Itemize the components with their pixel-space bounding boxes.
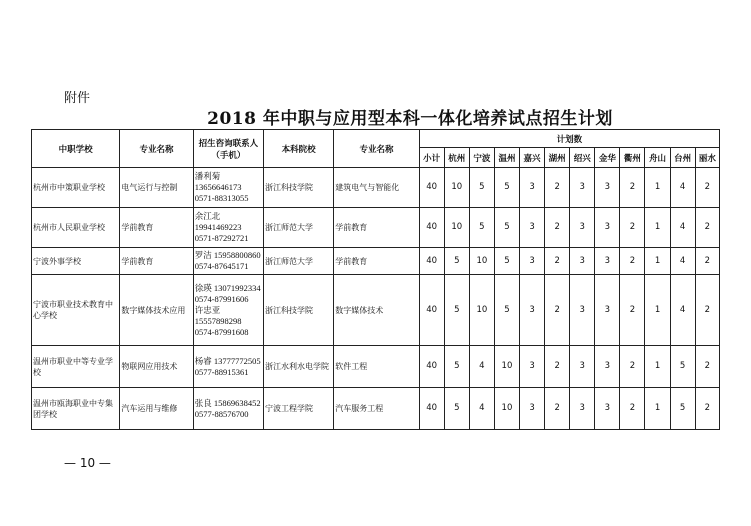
college-cell: 浙江科技学院 bbox=[263, 168, 333, 208]
plan-cell: 5 bbox=[444, 346, 469, 388]
plan-cell: 5 bbox=[469, 168, 494, 208]
school-cell: 温州市职业中等专业学校 bbox=[32, 346, 120, 388]
table-row bbox=[32, 168, 720, 208]
major-cell: 汽车运用与维修 bbox=[120, 388, 193, 430]
page-title: 2018 年中职与应用型本科一体化培养试点招生计划 bbox=[207, 109, 613, 129]
plan-cell: 5 bbox=[469, 208, 494, 248]
plan-cell: 2 bbox=[695, 275, 719, 346]
plan-cell: 4 bbox=[670, 168, 695, 208]
contact-line: 0574-87991606 bbox=[194, 293, 249, 304]
page-number: — 10 — bbox=[64, 456, 111, 470]
header-plan-column: 湖州 bbox=[545, 148, 570, 168]
college-major-cell: 学前教育 bbox=[334, 248, 419, 275]
plan-cell: 2 bbox=[695, 346, 719, 388]
major-cell: 学前教育 bbox=[120, 248, 193, 275]
table-row bbox=[32, 248, 720, 275]
plan-cell: 3 bbox=[520, 275, 545, 346]
contact-line: 0571-88313055 bbox=[194, 193, 249, 203]
plan-cell: 4 bbox=[469, 346, 494, 388]
contact-line: 0574-87645171 bbox=[194, 261, 249, 271]
plan-cell: 1 bbox=[645, 248, 670, 275]
plan-cell: 4 bbox=[670, 248, 695, 275]
school-cell: 宁波外事学校 bbox=[32, 248, 120, 275]
plan-cell: 10 bbox=[494, 388, 519, 430]
plan-cell: 10 bbox=[444, 208, 469, 248]
header-plan-column: 温州 bbox=[494, 148, 519, 168]
plan-cell: 3 bbox=[570, 388, 595, 430]
plan-cell: 2 bbox=[620, 346, 645, 388]
plan-cell: 5 bbox=[494, 275, 519, 346]
plan-cell: 3 bbox=[595, 346, 620, 388]
school-cell: 宁波市职业技术教育中心学校 bbox=[32, 275, 120, 346]
college-cell: 宁波工程学院 bbox=[263, 388, 333, 430]
table-row bbox=[32, 346, 720, 388]
contact-line: 19941469223 bbox=[194, 222, 242, 232]
school-cell: 杭州市中策职业学校 bbox=[32, 168, 120, 208]
contact-cell bbox=[193, 208, 263, 248]
header-plan-column: 小计 bbox=[419, 148, 444, 168]
plan-cell: 2 bbox=[695, 208, 719, 248]
plan-cell: 3 bbox=[520, 168, 545, 208]
plan-cell: 5 bbox=[670, 346, 695, 388]
plan-cell: 10 bbox=[469, 248, 494, 275]
plan-cell: 3 bbox=[595, 388, 620, 430]
plan-cell: 2 bbox=[695, 168, 719, 208]
contact-line: 0571-87292721 bbox=[194, 233, 249, 243]
contact-line: 张良 15869638452 bbox=[194, 397, 261, 408]
plan-cell: 4 bbox=[670, 275, 695, 346]
table-row bbox=[32, 208, 720, 248]
header-major: 专业名称 bbox=[120, 130, 193, 168]
plan-cell: 5 bbox=[444, 388, 469, 430]
header-plan-column: 嘉兴 bbox=[520, 148, 545, 168]
plan-cell: 40 bbox=[419, 248, 444, 275]
plan-cell: 4 bbox=[469, 388, 494, 430]
plan-cell: 2 bbox=[620, 168, 645, 208]
plan-cell: 4 bbox=[670, 208, 695, 248]
college-cell: 浙江科技学院 bbox=[263, 275, 333, 346]
header-plan-column: 丽水 bbox=[695, 148, 719, 168]
contact-cell bbox=[193, 168, 263, 208]
plan-cell: 40 bbox=[419, 208, 444, 248]
header-plan: 计划数 bbox=[419, 130, 719, 148]
plan-cell: 3 bbox=[520, 248, 545, 275]
attachment-label: 附件 bbox=[64, 91, 91, 106]
contact-line: 0577-88915361 bbox=[194, 366, 249, 377]
plan-cell: 2 bbox=[545, 208, 570, 248]
contact-line: 15557898298 bbox=[194, 315, 242, 326]
plan-cell: 3 bbox=[570, 208, 595, 248]
contact-cell bbox=[193, 346, 263, 388]
plan-cell: 3 bbox=[595, 275, 620, 346]
plan-cell: 5 bbox=[444, 275, 469, 346]
major-cell: 物联网应用技术 bbox=[120, 346, 193, 388]
plan-cell: 3 bbox=[520, 346, 545, 388]
contact-cell bbox=[193, 275, 263, 346]
plan-cell: 2 bbox=[620, 388, 645, 430]
contact-line: 罗洁 15958800860 bbox=[194, 250, 261, 260]
plan-cell: 2 bbox=[545, 168, 570, 208]
plan-cell: 3 bbox=[595, 208, 620, 248]
header-plan-column: 金华 bbox=[595, 148, 620, 168]
header-plan-column: 衢州 bbox=[620, 148, 645, 168]
plan-cell: 1 bbox=[645, 168, 670, 208]
plan-cell: 1 bbox=[645, 275, 670, 346]
header-college: 本科院校 bbox=[263, 130, 333, 168]
plan-cell: 3 bbox=[520, 388, 545, 430]
plan-cell: 10 bbox=[494, 346, 519, 388]
plan-cell: 5 bbox=[494, 208, 519, 248]
table-row bbox=[32, 275, 720, 346]
school-cell: 温州市瓯海职业中专集团学校 bbox=[32, 388, 120, 430]
plan-cell: 3 bbox=[570, 275, 595, 346]
contact-line: 13656646173 bbox=[194, 182, 242, 192]
school-cell: 杭州市人民职业学校 bbox=[32, 208, 120, 248]
contact-line: 潘利菊 bbox=[194, 171, 221, 181]
header-plan-column: 宁波 bbox=[469, 148, 494, 168]
plan-cell: 5 bbox=[494, 168, 519, 208]
contact-line: 0577-88576700 bbox=[194, 408, 249, 419]
header-plan-column: 台州 bbox=[670, 148, 695, 168]
plan-cell: 3 bbox=[520, 208, 545, 248]
major-cell: 学前教育 bbox=[120, 208, 193, 248]
college-major-cell: 软件工程 bbox=[334, 346, 419, 388]
plan-cell: 2 bbox=[695, 388, 719, 430]
plan-cell: 3 bbox=[570, 168, 595, 208]
college-major-cell: 学前教育 bbox=[334, 208, 419, 248]
plan-cell: 5 bbox=[444, 248, 469, 275]
plan-cell: 5 bbox=[494, 248, 519, 275]
plan-cell: 10 bbox=[469, 275, 494, 346]
major-cell: 电气运行与控制 bbox=[120, 168, 193, 208]
college-major-cell: 建筑电气与智能化 bbox=[334, 168, 419, 208]
plan-cell: 40 bbox=[419, 346, 444, 388]
plan-cell: 5 bbox=[670, 388, 695, 430]
plan-cell: 40 bbox=[419, 388, 444, 430]
plan-cell: 40 bbox=[419, 168, 444, 208]
contact-line: 许忠亚 bbox=[194, 304, 221, 315]
plan-cell: 2 bbox=[695, 248, 719, 275]
contact-line: 0574-87991608 bbox=[194, 326, 249, 337]
plan-cell: 1 bbox=[645, 208, 670, 248]
contact-line: 余江北 bbox=[194, 211, 221, 221]
header-school: 中职学校 bbox=[32, 130, 120, 168]
college-cell: 浙江水利水电学院 bbox=[263, 346, 333, 388]
contact-cell bbox=[193, 388, 263, 430]
plan-cell: 2 bbox=[545, 248, 570, 275]
header-plan-column: 杭州 bbox=[444, 148, 469, 168]
plan-cell: 2 bbox=[545, 346, 570, 388]
enrollment-plan-table bbox=[31, 129, 720, 430]
plan-cell: 2 bbox=[620, 248, 645, 275]
table-row bbox=[32, 388, 720, 430]
major-cell: 数字媒体技术应用 bbox=[120, 275, 193, 346]
plan-cell: 3 bbox=[570, 346, 595, 388]
header-college-major: 专业名称 bbox=[334, 130, 419, 168]
plan-cell: 1 bbox=[645, 346, 670, 388]
college-major-cell: 汽车服务工程 bbox=[334, 388, 419, 430]
plan-cell: 2 bbox=[545, 275, 570, 346]
plan-cell: 3 bbox=[595, 168, 620, 208]
plan-cell: 2 bbox=[620, 275, 645, 346]
header-plan-column: 舟山 bbox=[645, 148, 670, 168]
plan-cell: 10 bbox=[444, 168, 469, 208]
plan-cell: 2 bbox=[545, 388, 570, 430]
header-plan-column: 绍兴 bbox=[570, 148, 595, 168]
plan-cell: 2 bbox=[620, 208, 645, 248]
college-major-cell: 数字媒体技术 bbox=[334, 275, 419, 346]
plan-cell: 3 bbox=[570, 248, 595, 275]
plan-cell: 40 bbox=[419, 275, 444, 346]
contact-cell bbox=[193, 248, 263, 275]
college-cell: 浙江师范大学 bbox=[263, 208, 333, 248]
contact-line: 徐瑛 13071992334 bbox=[194, 282, 261, 293]
plan-cell: 1 bbox=[645, 388, 670, 430]
college-cell: 浙江师范大学 bbox=[263, 248, 333, 275]
contact-line: 杨睿 13777772505 bbox=[194, 355, 261, 366]
plan-cell: 3 bbox=[595, 248, 620, 275]
header-contact: 招生咨询联系人（手机） bbox=[193, 130, 263, 168]
